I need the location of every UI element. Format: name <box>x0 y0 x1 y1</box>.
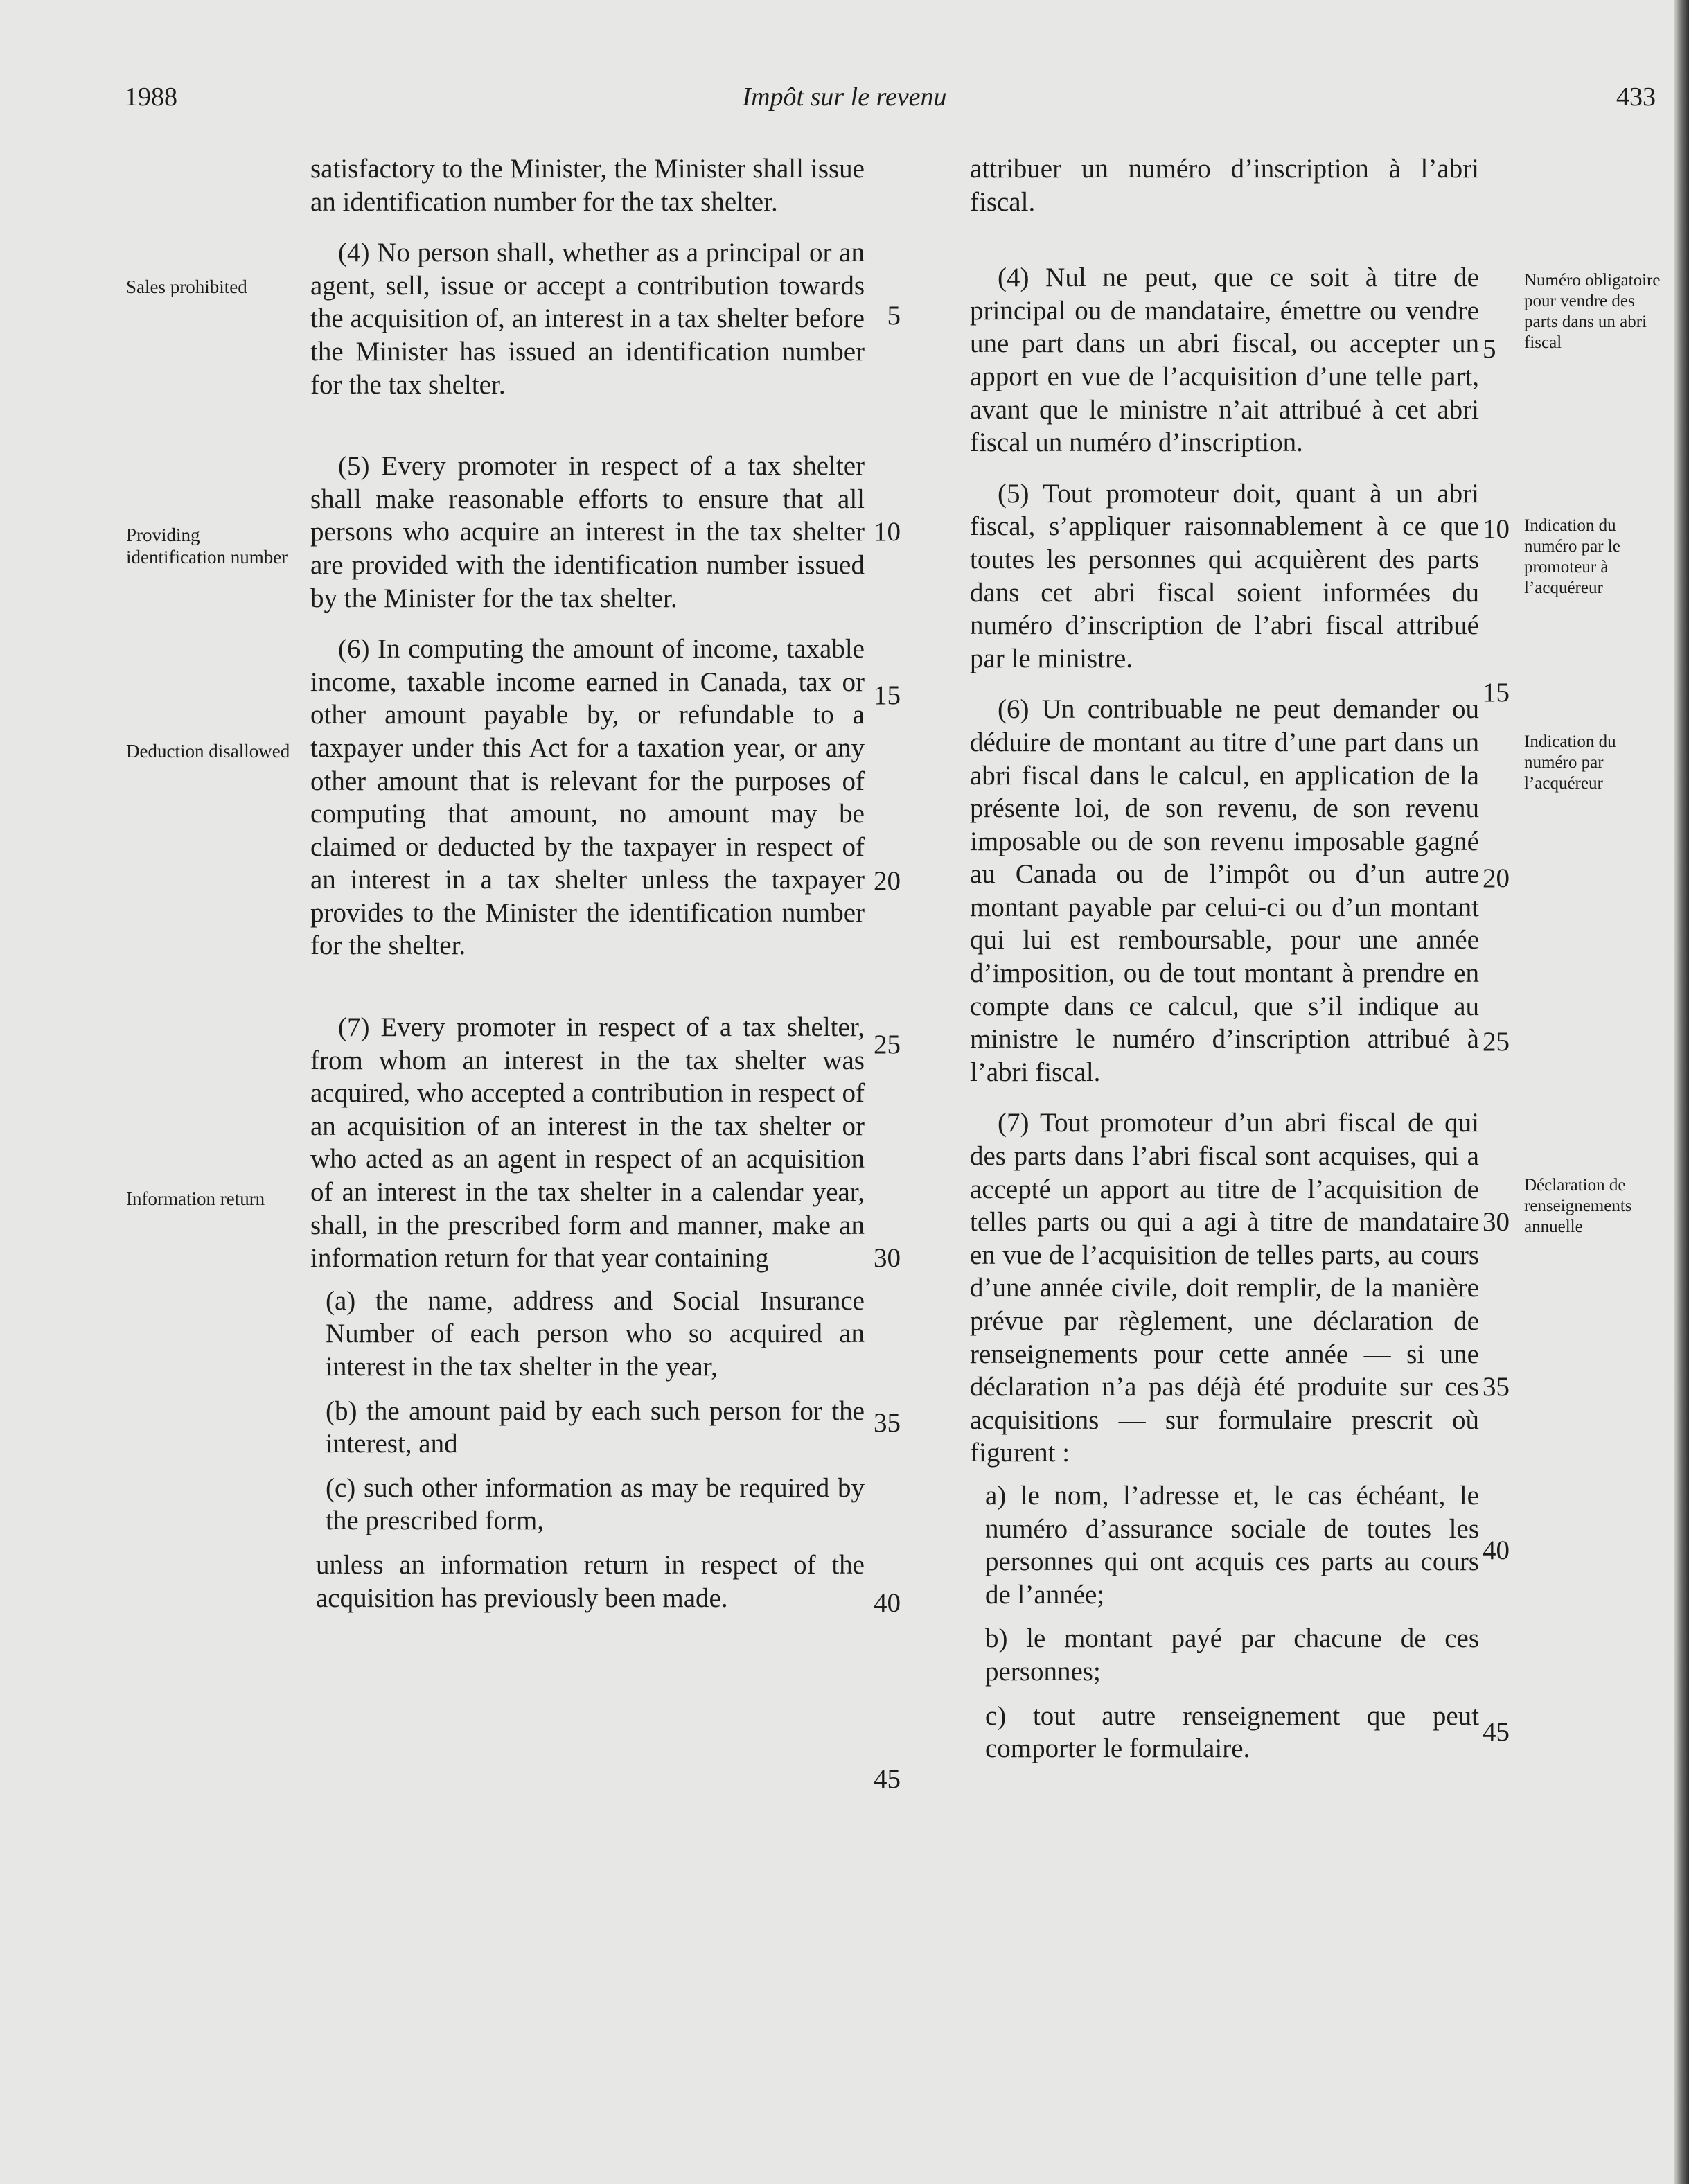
fr-paragraph-b: b) le montant payé par chacune de ces personnes; <box>985 1623 1479 1687</box>
fr-line-number-15: 15 <box>1483 678 1510 707</box>
fr-paragraph-a: a) le nom, l’adresse et, le cas échéant, le numéro d’assurance sociale de toutes les personnes qui ont acquis ces parts au cours de l’année; <box>985 1480 1479 1610</box>
side-note-declaration-annuelle: Déclaration de renseignements annuelle <box>1524 1176 1632 1236</box>
french-text-column <box>970 152 1479 1777</box>
en-line-number-40: 40 <box>874 1588 901 1618</box>
en-paragraph-a: (a) the name, address and Social Insurance Number of each person who so acquired an interest in the tax shelter in the year, <box>326 1285 865 1382</box>
en-subsection-6: (6) In computing the amount of income, taxable income, taxable income earned in Canada, tax or other amount payable by, or refundable to a taxpayer under this Act for a taxation year, or any other amount that is relevant for the purposes of computing that amount, no amount may be claimed or deducted by the taxpayer in respect of an interest in a tax shelter unless the taxpayer provides to the Minister the identification number for the shelter. <box>310 634 865 961</box>
fr-subsection-7: (7) Tout promoteur d’un abri fiscal de qui des parts dans l’abri fiscal sont acquises, qui a accepté un apport au titre de l’acquisition de telles parts ou qui a agi à titre de mandataire en vue de l’acquisition de telles parts, au cours d’une année civile, doit remplir, de la manière prévue par règlement, une déclaration de renseignements pour cette année — si une déclaration n’a pas déjà été produite sur ces acquisitions — sur formulaire prescrit où figurent : <box>970 1108 1479 1468</box>
fr-line-number-25: 25 <box>1483 1027 1510 1057</box>
en-paragraph-c: (c) such other information as may be required by the prescribed form, <box>326 1472 865 1536</box>
side-note-sales-prohibited: Sales prohibited <box>126 276 247 297</box>
en-subsection-4: (4) No person shall, whether as a principal or an agent, sell, issue or accept a contribution towards the acquisition of, an interest in a tax shelter before the Minister has issued an identification number for the tax shelter. <box>310 238 865 400</box>
running-title: Impôt sur le revenu <box>742 82 947 112</box>
en-paragraph-b: (b) the amount paid by each such person for the interest, and <box>326 1395 865 1459</box>
side-note-information-return: Information return <box>126 1188 265 1209</box>
page-edge-shadow <box>1674 0 1689 2184</box>
side-note-indication-acquereur: Indication du numéro par l’acquéreur <box>1524 732 1616 793</box>
side-note-numero-obligatoire: Numéro obligatoire pour vendre des parts dans un abri fiscal <box>1524 271 1661 352</box>
en-closing-clause: unless an information return in respect of the acquisition has previously been made. <box>316 1549 865 1613</box>
fr-subsection-4: (4) Nul ne peut, que ce soit à titre de principal ou de mandataire, émettre ou vendre une part dans un abri fiscal, ou accepter un apport en vue de l’acquisition d’une telle part, avant que le ministre n’ait attribué à cet abri fiscal un numéro d’inscription. <box>970 263 1479 458</box>
en-line-number-5: 5 <box>887 301 901 331</box>
fr-subsection-6: (6) Un contribuable ne peut demander ou déduire de montant au titre d’une part dans un abri fiscal dans le calcul, en application de la présente loi, de son revenu, de son revenu imposable ou de son revenu imposable gagné au Canada ou de l’impôt ou d’un autre montant payable par celui-ci ou d’un montant qui lui est remboursable, pour une année d’imposition, ou de tout montant à prendre en compte dans ce calcul, que s’il indique au ministre le numéro d’inscription attribué à l’abri fiscal. <box>970 694 1479 1087</box>
page-number: 433 <box>1616 82 1656 112</box>
en-line-number-35: 35 <box>874 1408 901 1438</box>
fr-line-number-5: 5 <box>1483 334 1496 364</box>
fr-line-number-20: 20 <box>1483 863 1510 893</box>
fr-line-number-40: 40 <box>1483 1535 1510 1565</box>
fr-continuation-paragraph: attribuer un numéro d’inscription à l’abri fiscal. <box>970 154 1479 217</box>
fr-subsection-5: (5) Tout promoteur doit, quant à un abri fiscal, s’appliquer raisonnablement à ce que toutes les personnes qui acquièrent des parts dans cet abri fiscal soient informées du numéro d’inscription de l’abri fiscal attribué par le ministre. <box>970 478 1479 673</box>
fr-line-number-35: 35 <box>1483 1372 1510 1402</box>
en-line-number-20: 20 <box>874 866 901 896</box>
fr-paragraph-c: c) tout autre renseignement que peut comporter le formulaire. <box>985 1700 1479 1764</box>
fr-line-number-45: 45 <box>1483 1717 1510 1747</box>
en-line-number-30: 30 <box>874 1243 901 1273</box>
year-header: 1988 <box>125 82 177 112</box>
side-note-deduction-disallowed: Deduction disallowed <box>126 741 290 761</box>
en-line-number-25: 25 <box>874 1030 901 1059</box>
fr-line-number-30: 30 <box>1483 1207 1510 1237</box>
en-line-number-15: 15 <box>874 680 901 710</box>
side-note-indication-promoteur: Indication du numéro par le promoteur à l’acquéreur <box>1524 516 1620 597</box>
en-subsection-7: (7) Every promoter in respect of a tax shelter, from whom an interest in the tax shelter was acquired, who accepted a contribution in respect of an acquisition of an interest in the tax shelter or who acted as an agent in respect of an acquisition of an interest in the tax shelter in a calendar year, shall, in the prescribed form and manner, make an information return for that year containing <box>310 1012 865 1274</box>
english-text-column <box>310 152 865 1632</box>
en-subsection-5: (5) Every promoter in respect of a tax shelter shall make reasonable efforts to ensure that all persons who acquire an interest in the tax shelter are provided with the identification number issued by the Minister for the tax shelter. <box>310 451 865 613</box>
fr-line-number-10: 10 <box>1483 514 1510 544</box>
en-line-number-45: 45 <box>874 1764 901 1794</box>
en-line-number-10: 10 <box>874 517 901 547</box>
en-continuation-paragraph: satisfactory to the Minister, the Minister shall issue an identification number for the tax shelter. <box>310 154 865 217</box>
side-note-providing-identification-number: Providing identification number <box>126 525 288 567</box>
